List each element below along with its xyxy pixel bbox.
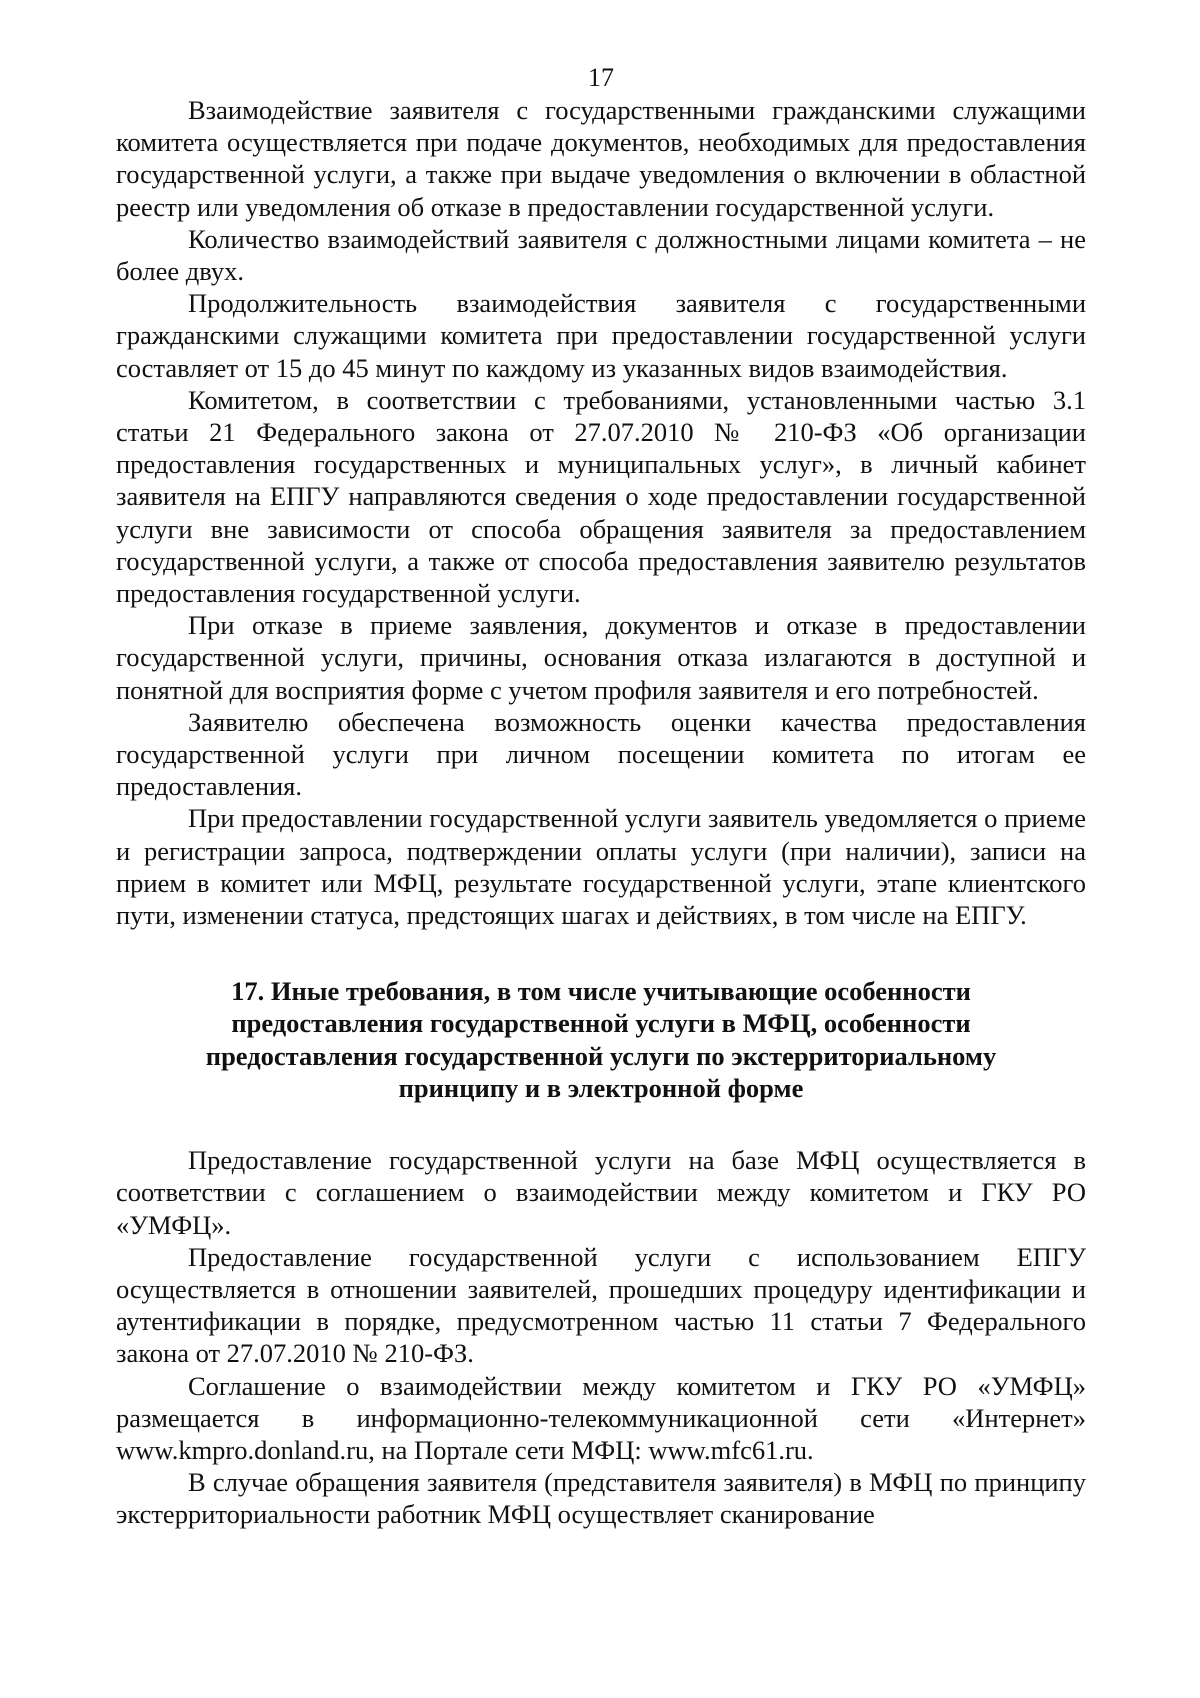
paragraph-interaction-duration: Продолжительность взаимодействия заявителя с государственными гражданскими служащими комитета при предоставлении государственной услуги составляет от 15 до 45 минут по каждому из указанных видов взаимодействия. — [116, 288, 1086, 383]
paragraph-personal-account-info: Комитетом, в соответствии с требованиями, установленными частью 3.1 статьи 21 Федерального закона от 27.07.2010 № 210-ФЗ «Об организации предоставления государственных и муниципальных услуг», в личный кабинет заявителя на ЕПГУ направляются сведения о ходе предоставлении государственной услуги вне зависимости от способа обращения заявителя за предоставлением государственной услуги, а также от способа предоставления заявителю результатов предоставления государственной услуги. — [116, 384, 1086, 609]
paragraph-agreement-publication: Соглашение о взаимодействии между комитетом и ГКУ РО «УМФЦ» размещается в информационно-телекоммуникационной сети «Интернет» www.kmpro.donland.ru, на Портале сети МФЦ: www.mfc61.ru. — [116, 1370, 1086, 1465]
paragraph-applicant-notification: При предоставлении государственной услуги заявитель уведомляется о приеме и регистрации запроса, подтверждении оплаты услуги (при наличии), записи на прием в комитет или МФЦ, результате государственной услуги, этапе клиентского пути, изменении статуса, предстоящих шагах и действиях, в том числе на ЕПГУ. — [116, 803, 1086, 931]
paragraph-extraterritorial-scanning: В случае обращения заявителя (представителя заявителя) в МФЦ по принципу экстерриториальности работник МФЦ осуществляет сканирование — [116, 1467, 1086, 1530]
document-page — [116, 62, 1086, 1531]
paragraph-epgu-identification: Предоставление государственной услуги с использованием ЕПГУ осуществляется в отношении заявителей, прошедших процедуру идентификации и аутентификации в порядке, предусмотренном частью 11 статьи 7 Федерального закона от 27.07.2010 № 210-ФЗ. — [116, 1241, 1086, 1369]
heading-line: предоставления государственной услуги в МФЦ, особенности — [231, 1008, 971, 1039]
paragraph-interaction-civil-servants: Взаимодействие заявителя с государственными гражданскими служащими комитета осуществляется при подаче документов, необходимых для предоставления государственной услуги, а также при выдаче уведомления о включении в областной реестр или уведомления об отказе в предоставлении государственной услуги. — [116, 95, 1086, 222]
paragraph-refusal-reasons: При отказе в приеме заявления, документов и отказе в предоставлении государственной услуги, причины, основания отказа излагаются в доступной и понятной для восприятия форме с учетом профиля заявителя и его потребностей. — [116, 610, 1086, 705]
heading-line: 17. Иные требования, в том числе учитывающие особенности — [231, 976, 971, 1007]
heading-line: принципу и в электронной форме — [398, 1072, 804, 1103]
heading-line: предоставления государственной услуги по экстерриториальному — [205, 1040, 997, 1071]
paragraph-interaction-count: Количество взаимодействий заявителя с должностными лицами комитета – не более двух. — [116, 223, 1086, 287]
paragraph-quality-assessment: Заявителю обеспечена возможность оценки качества предоставления государственной услуги при личном посещении комитета по итогам ее предоставления. — [116, 706, 1086, 802]
section-heading-17 — [116, 975, 1086, 1104]
page-number: 17 — [588, 63, 614, 92]
paragraph-mfc-agreement: Предоставление государственной услуги на базе МФЦ осуществляется в соответствии с соглашением о взаимодействии между комитетом и ГКУ РО «УМФЦ». — [116, 1145, 1086, 1240]
